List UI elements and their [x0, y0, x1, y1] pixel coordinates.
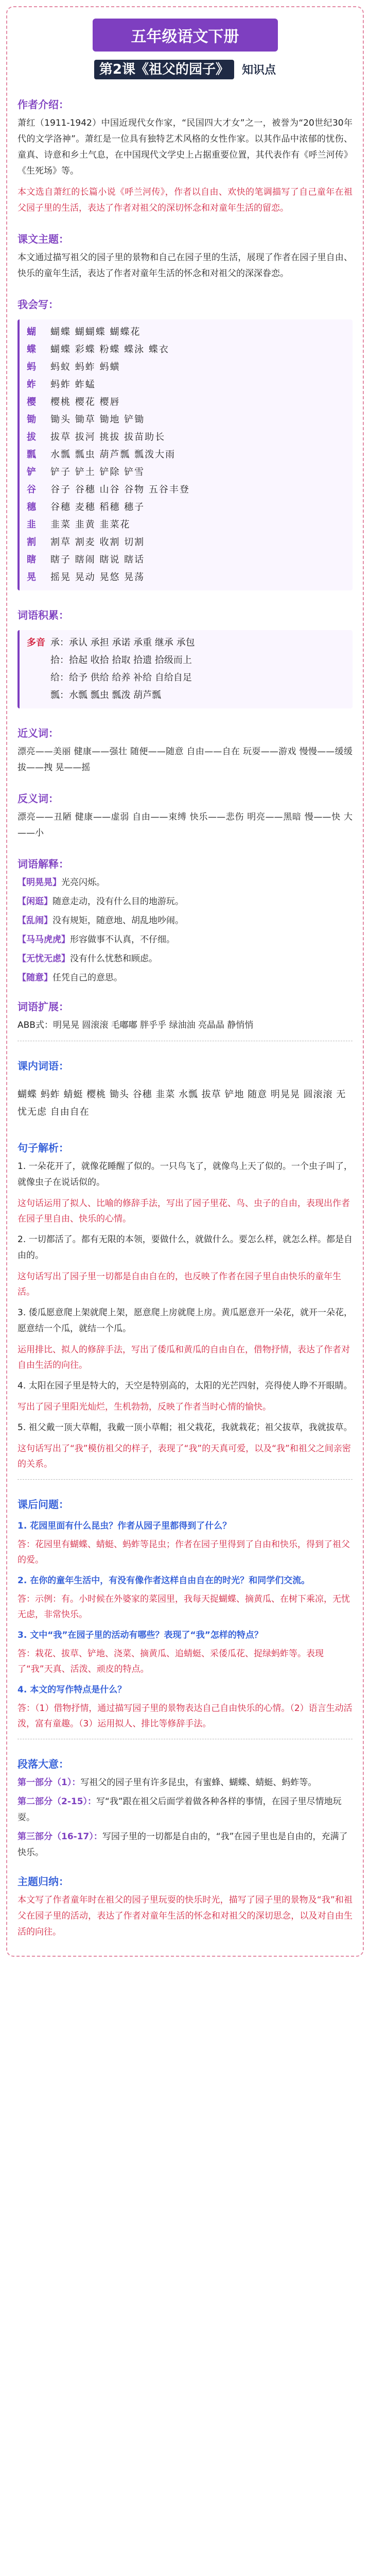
char-words: 水瓢 瓢虫 葫芦瓢 瓢泼大雨	[50, 449, 176, 460]
phrase-tag: 【乱闹】	[17, 916, 52, 926]
phrase-text: 任凭自己的意思。	[52, 973, 122, 983]
structure-text: 写园子里的一切都是自由的，“我”在园子里也是自由的，充满了快乐。	[17, 1832, 348, 1858]
theme-label: 课文主题：	[17, 233, 69, 245]
char-row	[27, 359, 345, 376]
sentence-q: 1. 一朵花开了，就像花睡醒了似的。一只鸟飞了，就像鸟上天了似的。一个虫子叫了，就像虫子在说话似的。	[17, 1161, 353, 1188]
char-words: 蚂蚁 蚂蚱 蚂蟥	[50, 362, 120, 372]
phrase-text: 形容做事不认真，不仔细。	[70, 935, 175, 945]
phrase-tag: 【无忧无虑】	[17, 954, 70, 964]
char-words: 蝴蝶 彩蝶 粉蝶 蝶泳 蝶衣	[50, 344, 169, 355]
lesson-title	[17, 59, 353, 78]
char-lead: 蚱	[27, 379, 36, 390]
char-words: 摇晃 晃动 晃悠 晃荡	[50, 572, 145, 583]
phrase-tag: 【随意】	[17, 973, 52, 983]
question: 2. 在你的童年生活中，有没有像作者这样自由自在的时光？和同学们交流。	[17, 1575, 310, 1586]
questions-label: 课后问题：	[17, 1498, 69, 1511]
summary-label: 主题归纳：	[17, 1875, 69, 1888]
word-text: 拾：拾起 收拾 拾取 拾遗 拾级而上	[50, 655, 192, 666]
phrase-tag: 【明晃晃】	[17, 877, 61, 888]
sentence-q: 4. 太阳在园子里是特大的，天空是特别高的，太阳的光芒四射，亮得使人睁不开眼睛。	[17, 1381, 353, 1391]
knowledge-sheet	[6, 6, 364, 1957]
char-lead: 樱	[27, 397, 36, 408]
anti-text: 漂亮——丑陋 健康——虚弱 自由——束缚 快乐——悲伤 明亮——黑暗 慢——快 大——小	[17, 812, 353, 838]
word-row	[27, 634, 345, 652]
author-line: 萧红（1911-1942）中国近现代女作家，“民国四大才女”之一，被誉为“20世纪30年代的文学洛神”。萧红是一位具有独特艺术风格的女性作家。以其作品中浓郁的忧伤、童真、诗意和乡土气息，在中国现代文学史上占据重要位置，其代表作有《呼兰河传》《生死场》等。	[17, 118, 353, 176]
sentence-q: 3. 倭瓜愿意爬上架就爬上架，愿意爬上房就爬上房。黄瓜愿意开一朵花，就开一朵花，愿意结一个瓜，就结一个瓜。	[17, 1308, 353, 1334]
char-row	[27, 534, 345, 551]
char-row	[27, 499, 345, 516]
char-row	[27, 446, 345, 464]
words-label: 词语积累：	[17, 609, 69, 621]
structure-tag: 第二部分（2-15）：	[17, 1797, 97, 1807]
char-lead: 瞎	[27, 554, 36, 565]
char-words: 韭菜 韭黄 韭菜花	[50, 519, 131, 530]
dictation-label: 课内词语：	[17, 1060, 69, 1072]
char-words: 谷穗 麦穗 稻穗 穗子	[50, 502, 145, 513]
char-words: 蚂蚱 蚱蜢	[50, 379, 96, 390]
char-words: 拔草 拔河 挑拔 拔苗助长	[50, 432, 166, 443]
phrase-tag: 【闲逛】	[17, 896, 52, 907]
structure-label: 段落大意：	[17, 1758, 69, 1770]
words-box	[17, 630, 353, 708]
word-row	[27, 652, 345, 669]
answer: 答：（1）借物抒情，通过描写园子里的景物表达自己自由快乐的心情。（2）语言生动活泼，富有童趣。（3）运用拟人、排比等修辞手法。	[17, 1703, 353, 1729]
phrase-text: 随意走动，没有什么目的地游玩。	[52, 896, 184, 907]
divider	[17, 1479, 353, 1480]
phrase-text: 没有规矩，随意地、胡乱地吵闹。	[52, 916, 184, 926]
chars-label: 我会写：	[17, 298, 59, 311]
word-lead: 多音	[27, 637, 45, 648]
char-lead: 蝴	[27, 327, 36, 337]
question: 1. 花园里面有什么昆虫？作者从园子里都得到了什么？	[17, 1521, 232, 1531]
lesson-tail: 知识点	[242, 64, 276, 77]
sentence-a: 运用排比、拟人的修辞手法，写出了倭瓜和黄瓜的自由自在，借物抒情，表达了作者对自由生活的向往。	[17, 1345, 350, 1370]
char-words: 樱桃 樱花 樱唇	[50, 397, 120, 408]
char-row	[27, 324, 345, 341]
anti-label: 反义词：	[17, 792, 59, 805]
near-label: 近义词：	[17, 727, 59, 739]
char-words: 铲子 铲土 铲除 铲雪	[50, 467, 145, 478]
word-text: 承：承认 承担 承诺 承重 继承 承包	[50, 637, 195, 648]
char-row	[27, 429, 345, 446]
char-row	[27, 516, 345, 534]
char-row	[27, 394, 345, 411]
char-lead: 蚂	[27, 362, 36, 372]
phrase-item	[17, 894, 353, 910]
char-lead: 锄	[27, 414, 36, 425]
word-row	[27, 669, 345, 687]
char-words: 锄头 锄草 锄地 铲锄	[50, 414, 145, 425]
phrase-text: 没有什么忧愁和顾虑。	[70, 954, 157, 964]
char-row	[27, 411, 345, 429]
char-lead: 谷	[27, 484, 36, 495]
char-row	[27, 341, 345, 359]
structure-item	[17, 1829, 353, 1861]
chars-box	[17, 319, 353, 590]
char-lead: 拔	[27, 432, 36, 443]
abb-text: ABB式：明晃晃 圆滚滚 毛嘟嘟 胖乎乎 绿油油 亮晶晶 静悄悄	[17, 1020, 254, 1030]
sentence-block	[17, 1159, 353, 1472]
answer: 答：栽花、拔草、铲地、浇菜、摘黄瓜、追蜻蜓、采倭瓜花、捉绿蚂蚱等。表现了“我”天真、活泼、顽皮的特点。	[17, 1649, 324, 1674]
sentence-a: 这句话运用了拟人、比喻的修辞手法，写出了园子里花、鸟、虫子的自由，表现出作者在园子里自由、快乐的心情。	[17, 1198, 350, 1224]
phrases-label: 词语解释：	[17, 858, 69, 870]
char-lead: 铲	[27, 467, 36, 478]
char-row	[27, 569, 345, 586]
phrase-item	[17, 875, 353, 891]
sentence-a: 这句话写出了园子里一切都是自由自在的，也反映了作者在园子里自由快乐的童年生活。	[17, 1272, 341, 1297]
theme-text: 本文通过描写祖父的园子里的景物和自己在园子里的生活，展现了作者在园子里自由、快乐的童年生活，表达了作者对童年生活的怀念和对祖父的深深眷恋。	[17, 252, 353, 279]
sentences-label: 句子解析：	[17, 1142, 69, 1154]
structure-tag: 第三部分（16-17）：	[17, 1832, 102, 1842]
phrase-item	[17, 951, 353, 967]
char-words: 割草 割麦 收割 切割	[50, 537, 145, 548]
abb-label: 词语扩展：	[17, 1001, 69, 1013]
sentence-a: 写出了园子里阳光灿烂，生机勃勃，反映了作者当时心情的愉快。	[17, 1402, 271, 1412]
dictation-text: 蝴蝶 蚂蚱 蜻蜓 樱桃 锄头 谷穗 韭菜 水瓢 拔草 铲地 随意 明晃晃 圆滚滚 无忧无虑 自由自在	[17, 1089, 346, 1117]
lesson-badge: 第2课《祖父的园子》	[94, 60, 234, 79]
char-lead: 穗	[27, 502, 36, 513]
char-lead: 割	[27, 537, 36, 548]
question: 3. 文中“我”在园子里的活动有哪些？表现了“我”怎样的特点？	[17, 1630, 263, 1640]
char-lead: 蝶	[27, 344, 36, 355]
structure-item	[17, 1775, 353, 1791]
answer: 答：示例：有。小时候在外婆家的菜园里，我每天捉蝴蝶、摘黄瓜、在树下乘凉，无忧无虑，非常快乐。	[17, 1594, 350, 1620]
char-lead: 瓢	[27, 449, 36, 460]
sentence-a: 这句话写出了“我”模仿祖父的样子，表现了“我”的天真可爱，以及“我”和祖父之间亲密的关系。	[17, 1444, 351, 1469]
phrase-item	[17, 913, 353, 929]
summary-text: 本文写了作者童年时在祖父的园子里玩耍的快乐时光，描写了园子里的景物及“我”和祖父在园子里的活动，表达了作者对童年生活的怀念和对祖父的深切思念，以及对自由生活的向往。	[17, 1895, 353, 1937]
structure-item	[17, 1794, 353, 1826]
char-row	[27, 376, 345, 394]
char-lead: 韭	[27, 519, 36, 530]
structure-text: 写祖父的园子里有许多昆虫，有蜜蜂、蝴蝶、蜻蜓、蚂蚱等。	[80, 1777, 317, 1788]
author-label: 作者介绍：	[17, 98, 69, 111]
question: 4. 本文的写作特点是什么？	[17, 1685, 127, 1695]
char-words: 瞎子 瞎闹 瞎说 瞎话	[50, 554, 145, 565]
char-row	[27, 464, 345, 481]
sentence-q: 5. 祖父戴一顶大草帽，我戴一顶小草帽；祖父栽花，我就栽花；祖父拔草，我就拔草。	[17, 1422, 353, 1433]
sentence-q: 2. 一切都活了。都有无限的本领，要做什么，就做什么。要怎么样，就怎么样。都是自由的。	[17, 1234, 353, 1261]
word-text: 瓢：水瓢 瓢虫 瓢泼 葫芦瓢	[50, 690, 162, 701]
char-lead: 晃	[27, 572, 36, 583]
structure-tag: 第一部分（1）：	[17, 1777, 81, 1788]
structure-text: 写“我”跟在祖父后面学着做各种各样的事情，在园子里尽情地玩耍。	[17, 1797, 342, 1823]
main-title: 五年级语文下册	[93, 19, 278, 52]
phrase-text: 光亮闪烁。	[61, 877, 105, 888]
char-words: 蝴蝶 蝴蝴蝶 蝴蝶花	[50, 327, 141, 337]
word-row	[27, 687, 345, 704]
char-row	[27, 481, 345, 499]
phrase-tag: 【马马虎虎】	[17, 935, 70, 945]
near-text: 漂亮——美丽 健康——强壮 随便——随意 自由——自在 玩耍——游戏 慢慢——缓缓 拔——拽 晃——摇	[17, 747, 353, 773]
word-text: 给：给予 供给 给养 补给 自给自足	[50, 672, 192, 683]
phrase-item	[17, 970, 353, 986]
answer: 答：花园里有蝴蝶、蜻蜓、蚂蚱等昆虫；作者在园子里得到了自由和快乐，得到了祖父的爱。	[17, 1539, 350, 1565]
char-row	[27, 551, 345, 569]
char-words: 谷子 谷穗 山谷 谷物 五谷丰登	[50, 484, 190, 495]
phrase-item	[17, 932, 353, 948]
author-line: 本文选自萧红的长篇小说《呼兰河传》，作者以自由、欢快的笔调描写了自己童年在祖父园子里的生活，表达了作者对祖父的深切怀念和对童年生活的留恋。	[17, 187, 353, 213]
